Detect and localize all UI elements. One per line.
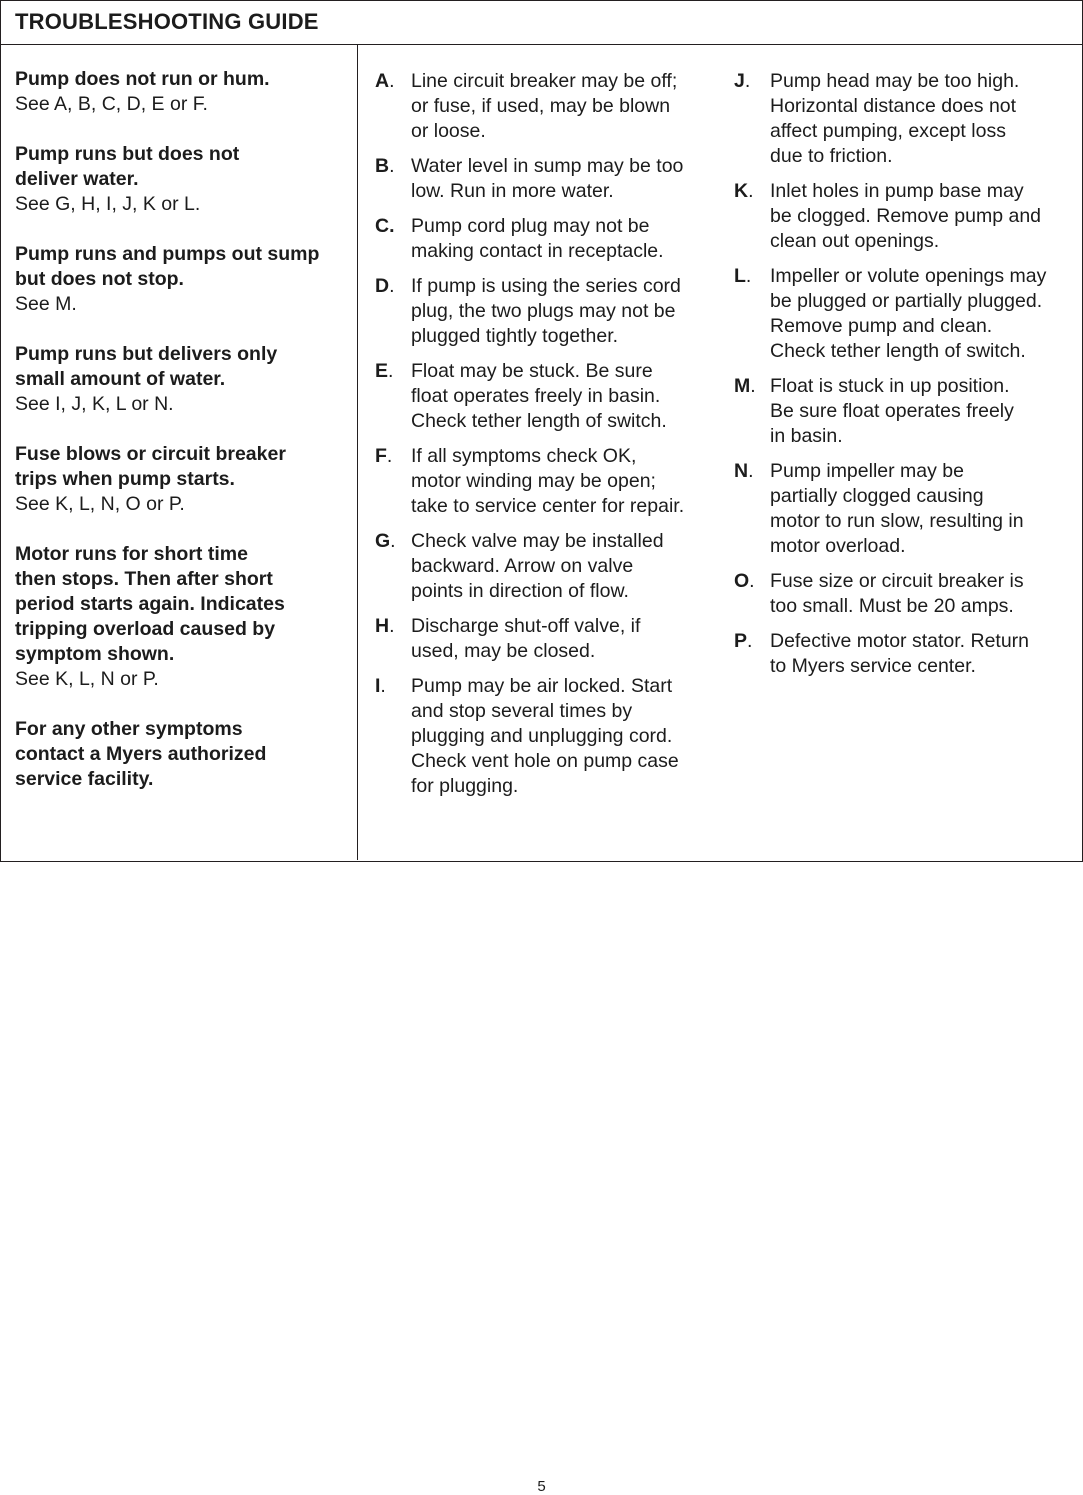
page-title: TROUBLESHOOTING GUIDE bbox=[1, 1, 1082, 45]
cause-item bbox=[375, 69, 710, 144]
cause-letter: K. bbox=[734, 180, 754, 202]
symptom-reference: See K, L, N, O or P. bbox=[15, 493, 185, 515]
table-body bbox=[1, 45, 1082, 860]
symptom-item bbox=[15, 142, 350, 217]
symptom-title: Pump does not run or hum. bbox=[15, 68, 270, 90]
symptom-title: Pump runs but delivers only small amount of water. bbox=[15, 343, 278, 390]
cause-letter: D. bbox=[375, 275, 395, 297]
cause-letter: L. bbox=[734, 265, 752, 287]
symptom-item bbox=[15, 67, 350, 117]
cause-item bbox=[734, 374, 1074, 449]
cause-text: If pump is using the series cord plug, the two plugs may not be plugged tightly together. bbox=[411, 275, 681, 347]
causes-column-left bbox=[375, 69, 710, 809]
symptoms-column bbox=[15, 67, 350, 817]
cause-item bbox=[375, 154, 710, 204]
cause-text: Line circuit breaker may be off; or fuse, if used, may be blown or loose. bbox=[411, 70, 678, 142]
cause-item bbox=[375, 529, 710, 604]
symptom-reference: See G, H, I, J, K or L. bbox=[15, 193, 201, 215]
symptom-title: For any other symptoms contact a Myers authorized service facility. bbox=[15, 718, 267, 790]
symptom-item bbox=[15, 717, 350, 792]
symptom-reference: See K, L, N or P. bbox=[15, 668, 159, 690]
cause-letter: O. bbox=[734, 570, 755, 592]
cause-text: Fuse size or circuit breaker is too small. Must be 20 amps. bbox=[770, 570, 1024, 617]
cause-item bbox=[375, 214, 710, 264]
cause-letter: A. bbox=[375, 70, 395, 92]
symptom-title: Pump runs and pumps out sump but does not stop. bbox=[15, 243, 320, 290]
cause-item bbox=[375, 614, 710, 664]
cause-item bbox=[734, 69, 1074, 169]
cause-letter: C. bbox=[375, 215, 395, 237]
symptom-item bbox=[15, 342, 350, 417]
cause-letter: G. bbox=[375, 530, 396, 552]
cause-item bbox=[734, 264, 1074, 364]
cause-item bbox=[734, 179, 1074, 254]
cause-text: Pump impeller may be partially clogged causing motor to run slow, resulting in motor overload. bbox=[770, 460, 1024, 557]
symptom-title: Pump runs but does not deliver water. bbox=[15, 143, 240, 190]
cause-letter: E. bbox=[375, 360, 394, 382]
cause-item bbox=[375, 274, 710, 349]
cause-text: Pump may be air locked. Start and stop several times by plugging and unplugging cord. Check vent hole on pump case for plugging. bbox=[411, 675, 679, 797]
cause-item bbox=[734, 459, 1074, 559]
cause-letter: I. bbox=[375, 675, 386, 697]
causes-column-right bbox=[734, 69, 1074, 689]
symptom-item bbox=[15, 542, 350, 692]
symptom-title: Motor runs for short time then stops. Then after short period starts again. Indicates tripping overload caused by symptom shown. bbox=[15, 543, 285, 665]
cause-letter: J. bbox=[734, 70, 751, 92]
cause-text: Water level in sump may be too low. Run in more water. bbox=[411, 155, 684, 202]
cause-text: Defective motor stator. Return to Myers service center. bbox=[770, 630, 1030, 677]
cause-text: If all symptoms check OK, motor winding may be open; take to service center for repair. bbox=[411, 445, 685, 517]
cause-text: Inlet holes in pump base may be clogged. Remove pump and clean out openings. bbox=[770, 180, 1042, 252]
cause-letter: B. bbox=[375, 155, 395, 177]
symptom-item bbox=[15, 442, 350, 517]
cause-text: Discharge shut-off valve, if used, may be closed. bbox=[411, 615, 641, 662]
cause-text: Float may be stuck. Be sure float operates freely in basin. Check tether length of switch. bbox=[411, 360, 667, 432]
column-divider bbox=[357, 45, 358, 860]
cause-letter: H. bbox=[375, 615, 395, 637]
cause-letter: P. bbox=[734, 630, 753, 652]
cause-text: Float is stuck in up position. Be sure float operates freely in basin. bbox=[770, 375, 1014, 447]
cause-item bbox=[375, 444, 710, 519]
symptom-reference: See A, B, C, D, E or F. bbox=[15, 93, 208, 115]
symptom-title: Fuse blows or circuit breaker trips when pump starts. bbox=[15, 443, 286, 490]
cause-item bbox=[375, 359, 710, 434]
cause-text: Impeller or volute openings may be plugged or partially plugged. Remove pump and clean. Check tether length of switch. bbox=[770, 265, 1047, 362]
cause-text: Check valve may be installed backward. Arrow on valve points in direction of flow. bbox=[411, 530, 664, 602]
cause-letter: N. bbox=[734, 460, 754, 482]
cause-item bbox=[375, 674, 710, 799]
cause-letter: F. bbox=[375, 445, 393, 467]
symptom-item bbox=[15, 242, 350, 317]
cause-item bbox=[734, 629, 1074, 679]
symptom-reference: See M. bbox=[15, 293, 77, 315]
cause-text: Pump cord plug may not be making contact in receptacle. bbox=[411, 215, 664, 262]
symptom-reference: See I, J, K, L or N. bbox=[15, 393, 174, 415]
cause-item bbox=[734, 569, 1074, 619]
cause-text: Pump head may be too high. Horizontal distance does not affect pumping, except loss due to friction. bbox=[770, 70, 1020, 167]
cause-letter: M. bbox=[734, 375, 756, 397]
page-number: 5 bbox=[537, 1478, 546, 1495]
